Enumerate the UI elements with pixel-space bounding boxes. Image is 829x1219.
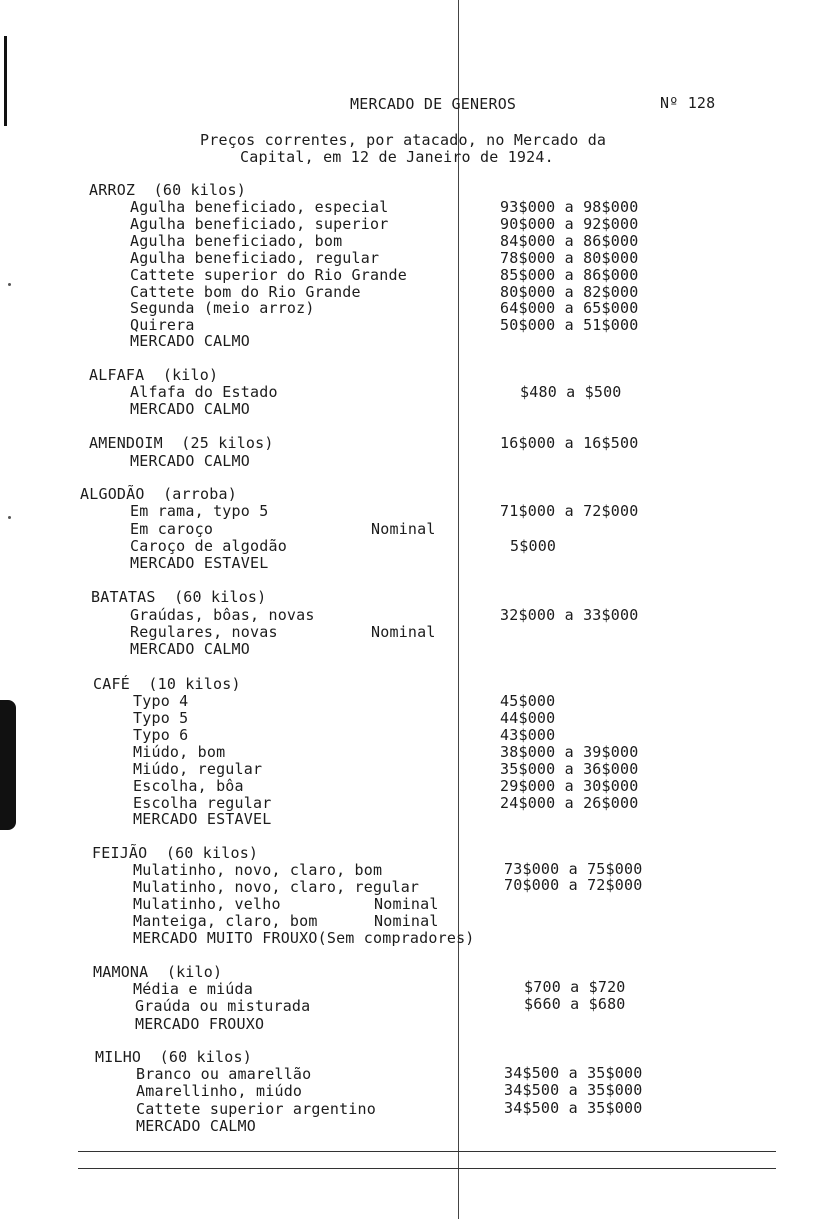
market-status: MERCADO ESTAVEL: [133, 810, 272, 828]
section-heading-mamona: MAMONA (kilo): [93, 963, 223, 981]
item-label: Escolha, bôa: [133, 777, 244, 795]
bottom-rule: [78, 1151, 776, 1152]
item-label: Branco ou amarellão: [136, 1065, 312, 1083]
item-label: Graúda ou misturada: [135, 997, 311, 1015]
page-title: MERCADO DE GENEROS: [350, 95, 517, 113]
item-price: 78$000 a 80$000: [500, 249, 639, 267]
item-label: Agulha beneficiado, regular: [130, 249, 380, 267]
item-price: 90$000 a 92$000: [500, 215, 639, 233]
item-price: 34$500 a 35$000: [504, 1099, 643, 1117]
item-note-nominal: Nominal: [371, 520, 436, 538]
item-price: 84$000 a 86$000: [500, 232, 639, 250]
item-label: Agulha beneficiado, especial: [130, 198, 389, 216]
item-label: Caroço de algodão: [130, 537, 287, 555]
item-label: Typo 4: [133, 692, 189, 710]
scan-speck: [8, 283, 11, 286]
page-number: Nº 128: [660, 94, 716, 112]
item-label: Graúdas, bôas, novas: [130, 606, 315, 624]
item-note-nominal: Nominal: [374, 895, 439, 913]
market-status: MERCADO CALMO: [136, 1117, 256, 1135]
item-label: Quirera: [130, 316, 195, 334]
item-label: Em caroço: [130, 520, 214, 538]
market-status: MERCADO CALMO: [130, 452, 250, 470]
section-heading-alfafa: ALFAFA (kilo): [89, 366, 219, 384]
item-price: 64$000 a 65$000: [500, 299, 639, 317]
item-price: 34$500 a 35$000: [504, 1081, 643, 1099]
item-label: Em rama, typo 5: [130, 502, 269, 520]
item-label: Média e miúda: [133, 980, 253, 998]
item-price: 5$000: [510, 537, 557, 555]
section-heading-cafe: CAFÉ (10 kilos): [93, 675, 241, 693]
item-price: 35$000 a 36$000: [500, 760, 639, 778]
page-subtitle-line-2: Capital, em 12 de Janeiro de 1924.: [240, 148, 554, 166]
item-price: 44$000: [500, 709, 556, 727]
item-label: Miúdo, regular: [133, 760, 263, 778]
item-label: Typo 6: [133, 726, 189, 744]
item-price: 70$000 a 72$000: [504, 876, 643, 894]
item-label: Segunda (meio arroz): [130, 299, 315, 317]
item-price: $480 a $500: [520, 383, 622, 401]
market-status: MERCADO MUITO FROUXO(Sem compradores): [133, 929, 475, 947]
item-label: Mulatinho, novo, claro, regular: [133, 878, 420, 896]
item-price: 50$000 a 51$000: [500, 316, 639, 334]
item-price: 45$000: [500, 692, 556, 710]
item-price: 71$000 a 72$000: [500, 502, 639, 520]
item-label: Cattete bom do Rio Grande: [130, 283, 361, 301]
item-note-nominal: Nominal: [374, 912, 439, 930]
item-price: 38$000 a 39$000: [500, 743, 639, 761]
item-price: 85$000 a 86$000: [500, 266, 639, 284]
page-subtitle-line-1: Preços correntes, por atacado, no Mercado da: [200, 131, 607, 149]
market-status: MERCADO CALMO: [130, 332, 250, 350]
item-price: 24$000 a 26$000: [500, 794, 639, 812]
item-label: Alfafa do Estado: [130, 383, 278, 401]
scan-edge-mark: [4, 36, 7, 126]
item-label: Agulha beneficiado, superior: [130, 215, 389, 233]
item-label: Typo 5: [133, 709, 189, 727]
market-status: MERCADO CALMO: [130, 400, 250, 418]
item-price: 43$000: [500, 726, 556, 744]
item-price: $700 a $720: [524, 978, 626, 996]
item-label: Cattete superior argentino: [136, 1100, 376, 1118]
section-heading-feijao: FEIJÃO (60 kilos): [92, 844, 259, 862]
item-label: Agulha beneficiado, bom: [130, 232, 343, 250]
item-price: 16$000 a 16$500: [500, 434, 639, 452]
section-heading-amendoim: AMENDOIM (25 kilos): [89, 434, 274, 452]
item-label: Regulares, novas: [130, 623, 278, 641]
item-price: $660 a $680: [524, 995, 626, 1013]
item-price: 29$000 a 30$000: [500, 777, 639, 795]
market-status: MERCADO FROUXO: [135, 1015, 265, 1033]
item-note-nominal: Nominal: [371, 623, 436, 641]
item-price: 32$000 a 33$000: [500, 606, 639, 624]
item-label: Miúdo, bom: [133, 743, 226, 761]
section-heading-batatas: BATATAS (60 kilos): [91, 588, 267, 606]
item-label: Mulatinho, velho: [133, 895, 281, 913]
item-price: 73$000 a 75$000: [504, 860, 643, 878]
item-price: 80$000 a 82$000: [500, 283, 639, 301]
section-heading-milho: MILHO (60 kilos): [95, 1048, 252, 1066]
item-label: Amarellinho, miúdo: [136, 1082, 303, 1100]
market-status: MERCADO CALMO: [130, 640, 250, 658]
item-label: Manteiga, claro, bom: [133, 912, 318, 930]
scan-edge-mark: [0, 700, 16, 830]
section-heading-algodao: ALGODÃO (arroba): [80, 485, 237, 503]
scan-speck: [8, 516, 11, 519]
item-price: 93$000 a 98$000: [500, 198, 639, 216]
bottom-rule: [78, 1168, 776, 1169]
item-label: Cattete superior do Rio Grande: [130, 266, 407, 284]
fold-line: [458, 0, 459, 1219]
market-status: MERCADO ESTAVEL: [130, 554, 269, 572]
item-label: Escolha regular: [133, 794, 272, 812]
item-label: Mulatinho, novo, claro, bom: [133, 861, 383, 879]
item-price: 34$500 a 35$000: [504, 1064, 643, 1082]
section-heading-arroz: ARROZ (60 kilos): [89, 181, 246, 199]
